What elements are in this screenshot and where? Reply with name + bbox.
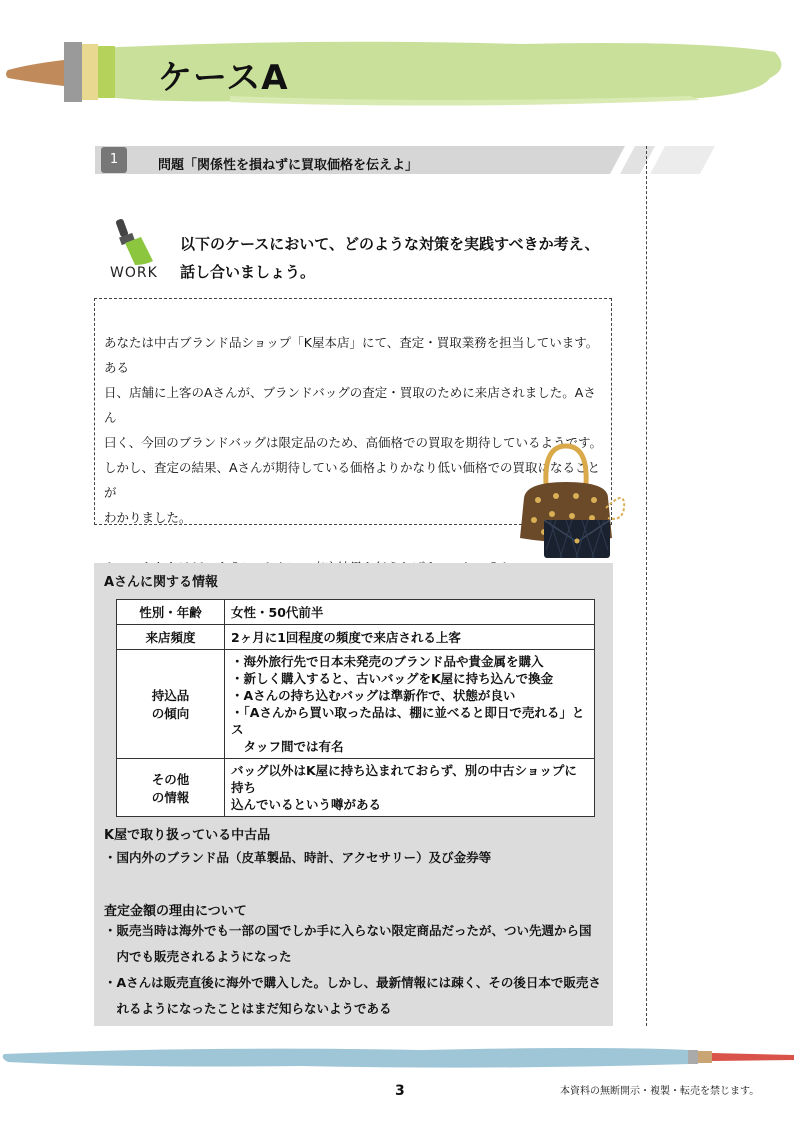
table-row <box>117 600 595 625</box>
table-key-line: の傾向 <box>151 706 190 721</box>
table-value: 女性・50代前半 <box>225 600 595 625</box>
list-item: 込んでいるという噂がある <box>231 797 382 812</box>
table-key-line: の情報 <box>151 789 190 805</box>
question-number: 1 <box>101 147 127 173</box>
table-key <box>117 650 225 759</box>
case-line: あなたは中古ブランド品ショップ「K屋本店」にて、査定・買取業務を担当しています。ある <box>104 335 599 375</box>
list-item: 内でも販売されるようになった <box>104 949 292 964</box>
list-item: ・国内外のブランド品（皮革製品、時計、アクセサリー）及び金券等 <box>104 850 492 865</box>
case-line: わかりました。 <box>104 510 192 525</box>
table-row <box>117 650 595 759</box>
list-item: ・Aさんの持ち込むバッグは準新作で、状態が良い <box>231 688 516 703</box>
question-text: 問題「関係性を損ねずに買取価格を伝えよ」 <box>158 158 419 173</box>
case-line: 曰く、今回のブランドバッグは限定品のため、高価格での買取を期待しているようです。 <box>104 435 603 450</box>
header-brush-stroke <box>0 38 794 108</box>
table-key-line: その他 <box>151 771 190 787</box>
reason-title: 査定金額の理由について <box>104 904 247 919</box>
page-title: ケースA <box>158 58 289 98</box>
list-item: ・Aさんは販売直後に海外で購入した。しかし、最新情報には疎く、その後日本で販売さ <box>104 975 601 990</box>
table-value: 2ヶ月に1回程度の頻度で来店される上客 <box>225 625 595 650</box>
products-title: K屋で取り扱っている中古品 <box>104 828 271 843</box>
customer-info-table <box>116 599 595 817</box>
footer-brush-stroke <box>0 1042 794 1072</box>
list-item: ・新しく購入すると、古いバッグをK屋に持ち込んで換金 <box>231 671 554 686</box>
list-item: タッフ間では有名 <box>231 739 344 754</box>
list-item: ・海外旅行先で日本未発売のブランド品や貴金属を購入 <box>231 654 544 669</box>
table-row <box>117 625 595 650</box>
reason-list <box>104 918 609 1022</box>
list-item: ・「Aさんから買い取った品は、棚に並べると即日で売れる」とス <box>231 705 585 737</box>
table-row <box>117 759 595 817</box>
table-key <box>117 759 225 817</box>
page-number: 3 <box>395 1083 405 1099</box>
table-value <box>225 759 595 817</box>
case-line: しかし、査定の結果、Aさんが期待している価格よりかなり低い価格での買取になることが <box>104 460 601 500</box>
info-title: Aさんに関する情報 <box>104 575 219 590</box>
copyright-notice: 本資料の無断開示・複製・転売を禁じます。 <box>560 1086 760 1097</box>
table-key-line: 持込品 <box>151 688 190 703</box>
work-instruction-line: 以下のケースにおいて、どのような対策を実践すべきか考え、 <box>180 235 600 253</box>
table-value <box>225 650 595 759</box>
work-label: WORK <box>110 265 158 281</box>
vertical-divider <box>646 146 647 1026</box>
table-key: 来店頻度 <box>117 625 225 650</box>
list-item: ・販売当時は海外でも一部の国でしか手に入らない限定商品だったが、つい先週から国 <box>104 923 592 938</box>
list-item: れるようになったことはまだ知らないようである <box>104 1001 392 1016</box>
table-key: 性別・年齢 <box>117 600 225 625</box>
handbag-illustration <box>516 438 630 560</box>
list-item: バッグ以外はK屋に持ち込まれておらず、別の中古ショップに持ち <box>231 763 577 795</box>
work-instruction <box>180 230 600 286</box>
case-line: 日、店舗に上客のAさんが、ブランドバッグの査定・買取のために来店されました。Aさん <box>104 385 596 425</box>
work-instruction-line: 話し合いましょう。 <box>180 263 316 281</box>
